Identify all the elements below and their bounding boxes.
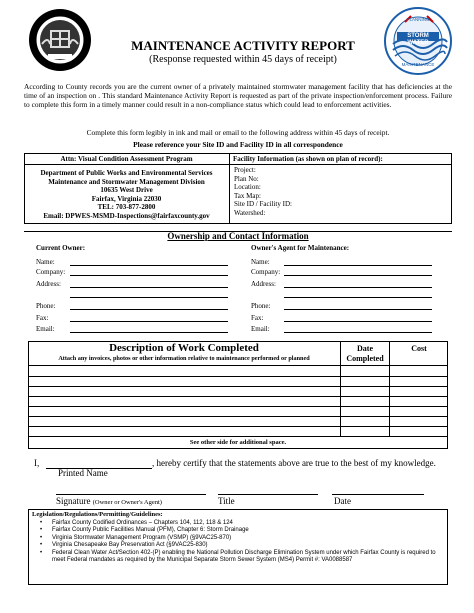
bullet-icon: • — [40, 542, 43, 549]
cert-statement: , hereby certify that the statements above are true to the best of my knowledge. — [152, 458, 436, 468]
see-other-side-note: See other side for additional space. — [189, 439, 287, 446]
legislation-item — [40, 527, 440, 534]
work-row[interactable] — [28, 416, 448, 417]
signature-input[interactable] — [56, 494, 206, 495]
legislation-item-text: Virginia Chesapeake Bay Preservation Act (§9VAC25-830) — [52, 542, 208, 549]
owner-name-input[interactable] — [70, 265, 228, 266]
title-label: Title — [218, 496, 235, 506]
printed-name-label: Printed Name — [58, 468, 108, 478]
county-seal — [28, 8, 92, 72]
attn-email: Email: DPWES-MSMD-Inspections@fairfaxcounty.gov — [43, 211, 210, 220]
agent-email-input[interactable] — [284, 332, 432, 333]
legislation-item — [40, 550, 440, 565]
legislation-item-text: Fairfax County Public Facilities Manual (PFM), Chapter 6: Storm Drainage — [52, 527, 249, 534]
facility-location-label: Location: — [234, 183, 261, 192]
agent-phone-label: Phone: — [251, 302, 271, 310]
work-col-divider-2 — [389, 341, 390, 437]
legislation-item — [40, 520, 440, 527]
owner-fax-label: Fax: — [36, 314, 49, 322]
attn-line: Maintenance and Stormwater Management Division — [48, 177, 205, 186]
attn-heading-rule — [24, 164, 229, 165]
owner-email-label: Email: — [36, 325, 55, 333]
date-input[interactable] — [332, 494, 424, 495]
legislation-list — [40, 520, 440, 564]
owner-name-label: Name: — [36, 258, 55, 266]
legislation-item — [40, 535, 440, 542]
legislation-item-text: Federal Clean Water Act/Section 402-(P) enabling the National Pollution Discharge Elimination System under which Fairfax County is required to meet Federal mandates as required by the Municipal Separate Storm Sewer System (MS4) Permit #: VA0088587 — [52, 549, 436, 564]
attn-line: 10635 West Drive — [100, 186, 153, 195]
signature-label — [56, 496, 162, 506]
agent-email-label: Email: — [251, 325, 270, 333]
cert-prefix: I, — [34, 458, 40, 468]
facility-project-label: Project: — [234, 166, 256, 174]
owner-phone-input[interactable] — [70, 309, 228, 310]
report-title: MAINTENANCE ACTIVITY REPORT — [131, 38, 355, 53]
signature-text: Signature — [56, 496, 91, 506]
current-owner-label: Current Owner: — [36, 244, 86, 252]
logo-text: STORM WATER — [407, 33, 429, 46]
report-subtitle: (Response requested within 45 days of receipt) — [149, 54, 337, 65]
agent-address-label: Address: — [251, 280, 276, 288]
owner-address-input-2[interactable] — [70, 297, 228, 298]
work-subheading: Attach any invoices, photos or other information relative to maintenance performed or planned — [58, 355, 310, 362]
facility-siteid-label: Site ID / Facility ID: — [234, 200, 292, 209]
owner-address-input[interactable] — [70, 287, 228, 288]
agent-company-label: Company: — [251, 268, 281, 276]
attn-line: Fairfax, Virginia 22030 — [91, 194, 162, 203]
facility-heading: Facility Information (as shown on plan of record): — [233, 155, 383, 163]
agent-name-label: Name: — [251, 258, 270, 266]
intro-instruction: Complete this form legibly in ink and mail or email to the following address within 45 days of receipt. — [86, 128, 390, 137]
owner-email-input[interactable] — [70, 332, 228, 333]
work-row[interactable] — [28, 396, 448, 397]
logo-arc-top: PLANNING — [406, 17, 430, 22]
agent-fax-label: Fax: — [251, 314, 264, 322]
signature-note: (Owner or Owner's Agent) — [92, 499, 162, 506]
attn-address — [24, 169, 229, 221]
legislation-item-text: Virginia Stormwater Management Program (VSMP) (§9VAC25-870) — [52, 534, 232, 541]
agent-phone-input[interactable] — [284, 309, 432, 310]
work-row[interactable] — [28, 386, 448, 387]
date-completed-header: Date Completed — [346, 344, 384, 363]
owner-fax-input[interactable] — [70, 321, 228, 322]
legislation-item-text: Fairfax County Codified Ordinances – Chapters 104, 112, 118 & 124 — [52, 520, 233, 526]
storm-water-logo — [383, 6, 453, 76]
work-header-rule — [28, 365, 448, 366]
work-row[interactable] — [28, 426, 448, 427]
owner-address-label: Address: — [36, 280, 61, 288]
facility-fields — [234, 166, 449, 218]
intro-paragraph: According to County records you are the current owner of a privately maintained stormwater management facility that has deficiencies at the time of an inspection on . This standard Maintenance Activity Report is requested as part of the private inspection/enforcement process. Failure to complete this form in a timely manner could result in a non-compliance status which could lead to enforcement activities. — [24, 82, 452, 109]
bullet-icon: • — [40, 527, 43, 534]
work-heading: Description of Work Completed — [109, 342, 259, 354]
agent-fax-input[interactable] — [284, 321, 432, 322]
facility-plan-label: Plan No: — [234, 174, 259, 183]
work-row[interactable] — [28, 406, 448, 407]
facility-heading-rule — [229, 164, 452, 165]
agent-name-input[interactable] — [284, 265, 432, 266]
bullet-icon: • — [40, 549, 43, 556]
legislation-item — [40, 542, 440, 549]
facility-taxmap-label: Tax Map: — [234, 191, 261, 200]
facility-watershed-label: Watershed: — [234, 208, 266, 217]
agent-company-input[interactable] — [284, 275, 432, 276]
legislation-heading: Legislation/Regulations/Permitting/Guidelines: — [32, 511, 163, 518]
agent-address-input[interactable] — [284, 287, 432, 288]
owner-phone-label: Phone: — [36, 302, 56, 310]
title-input[interactable] — [218, 494, 318, 495]
reference-note: Please reference your Site ID and Facility ID in all correspondence — [133, 140, 343, 149]
bullet-icon: • — [40, 534, 43, 541]
work-row[interactable] — [28, 436, 448, 437]
date-label: Date — [334, 496, 351, 506]
attn-line: TEL: 703-877-2800 — [97, 203, 156, 212]
ownership-heading: Ownership and Contact Information — [167, 231, 309, 241]
attn-line: Department of Public Works and Environmental Services — [40, 169, 213, 177]
owner-company-label: Company: — [36, 268, 66, 276]
work-row[interactable] — [28, 376, 448, 377]
cost-header: Cost — [411, 344, 427, 353]
agent-address-input-2[interactable] — [284, 297, 432, 298]
agent-label: Owner's Agent for Maintenance: — [251, 244, 350, 252]
attn-heading: Attn: Visual Condition Assessment Program — [60, 155, 193, 163]
owner-company-input[interactable] — [70, 275, 228, 276]
logo-arc-bottom: MAINTENANCE — [401, 62, 435, 67]
bullet-icon: • — [40, 520, 43, 526]
